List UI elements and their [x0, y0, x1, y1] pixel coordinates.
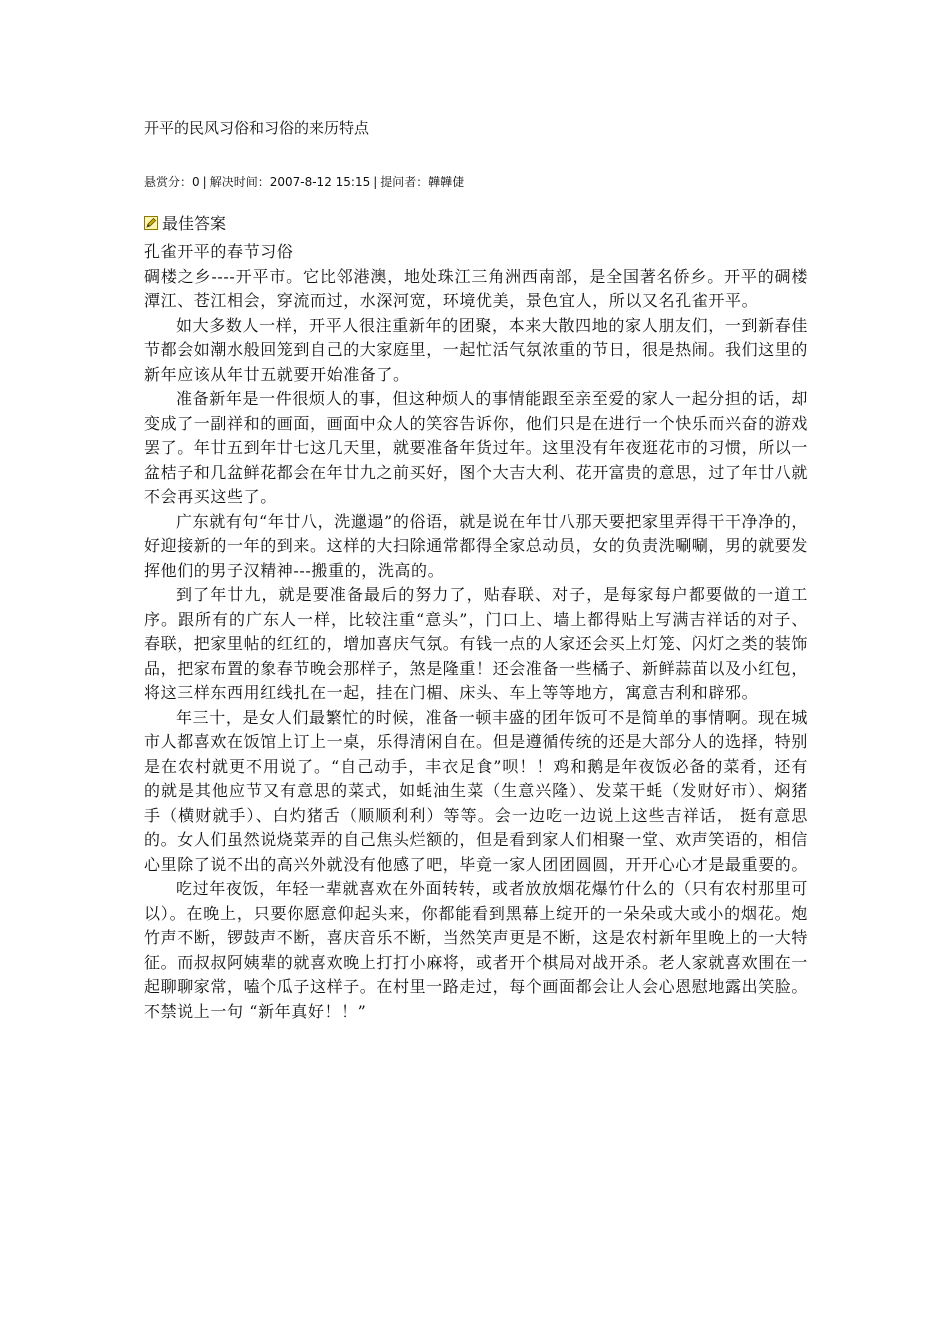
reward-value: 0 [192, 175, 200, 189]
paragraph: 年三十，是女人们最繁忙的时候，准备一顿丰盛的团年饭可不是简单的事情啊。现在城市人都喜欢在饭馆上订上一桌，乐得清闲自在。但是遵循传统的还是大部分人的选择，特别是在农村就更不用说了。“自己动手，丰衣足食”呗！！鸡和鹅是年夜饭必备的菜肴，还有的就是其他应节又有意思的菜式，如蚝油生菜（生意兴隆）、发菜干蚝（发财好市）、焖猪手（横财就手）、白灼猪舌（顺顺利利）等等。会一边吃一边说上这些吉祥话， 挺有意思的。女人们虽然说烧菜弄的自己焦头烂额的，但是看到家人们相聚一堂、欢声笑语的，相信心里除了说不出的高兴外就没有他感了吧，毕竟一家人团团圆圆，开开心心才是最重要的。 [144, 707, 809, 874]
paragraph: 到了年廿九，就是要准备最后的努力了，贴春联、对子，是每家每户都要做的一道工序。跟所有的广东人一样，比较注重“意头”，门口上、墙上都得贴上写满吉祥话的对子、春联，把家里帖的红红的，增加喜庆气氛。有钱一点的人家还会买上灯笼、闪灯之类的装饰品，把家布置的象春节晚会那样子，煞是隆重！还会准备一些橘子、新鲜蒜苗以及小红包，将这三样东西用红线扎在一起，挂在门楣、床头、车上等等地方，寓意吉利和辟邪。 [144, 585, 809, 702]
paragraph: 吃过年夜饭，年轻一辈就喜欢在外面转转，或者放放烟花爆竹什么的（只有农村那里可以）。在晚上，只要你愿意仰起头来，你都能看到黑幕上绽开的一朵朵或大或小的烟花。炮竹声不断，锣鼓声不断，喜庆音乐不断，当然笑声更是不断，这是农村新年里晚上的一大特征。而叔叔阿姨辈的就喜欢晚上打打小麻将，或者开个棋局对战开杀。老人家就喜欢围在一起聊聊家常，嗑个瓜子这样子。在村里一路走过，每个画面都会让人会心恩慰地露出笑脸。不禁说上一句 “新年真好！！” [144, 879, 809, 1021]
question-title: 开平的民风习俗和习俗的来历特点 [144, 119, 370, 137]
solve-time-label: 解决时间： [209, 175, 270, 189]
meta-separator: | [373, 175, 378, 189]
paragraph: 如大多数人一样，开平人很注重新年的团聚，本来大散四地的家人朋友们，一到新春佳节都会如潮水般回笼到自己的大家庭里，一起忙活气氛浓重的节日，很是热闹。我们这里的新年应该从年廿五就要开始准备了。 [144, 315, 809, 384]
paragraph: 准备新年是一件很烦人的事，但这种烦人的事情能跟至亲至爱的家人一起分担的话，却变成了一副祥和的画面，画面中众人的笑容告诉你，他们只是在进行一个快乐而兴奋的游戏罢了。年廿五到年廿七这几天里，就要准备年货过年。这里没有年夜逛花市的习惯，所以一盆桔子和几盆鲜花都会在年廿九之前买好，图个大吉大利、花开富贵的意思，过了年廿八就不会再买这些了。 [144, 389, 809, 506]
paragraph: 碉楼之乡----开平市。它比邻港澳，地处珠江三角洲西南部，是全国著名侨乡。开平的碉楼潭江、苍江相会，穿流而过，水深河宽，环境优美，景色宜人，所以又名孔雀开平。 [144, 266, 808, 310]
article-heading: 孔雀开平的春节习俗 [144, 242, 294, 261]
reward-label: 悬赏分： [144, 175, 193, 189]
solve-time-value: 2007-8-12 15:15 [269, 175, 371, 189]
pencil-note-icon [144, 214, 158, 228]
meta-separator: | [202, 175, 207, 189]
asker-value: 韡韡倢 [428, 175, 465, 189]
question-meta [144, 174, 464, 190]
best-answer-header [144, 213, 226, 235]
answer-body [144, 240, 808, 1024]
best-answer-label: 最佳答案 [162, 214, 227, 233]
paragraph: 广东就有句“年廿八，洗邋遢”的俗语，就是说在年廿八那天要把家里弄得干干净净的，好迎接新的一年的到来。这样的大扫除通常都得全家总动员，女的负责洗唰唰，男的就要发挥他们的男子汉精神---搬重的，洗高的。 [144, 511, 809, 580]
asker-label: 提问者： [380, 175, 429, 189]
